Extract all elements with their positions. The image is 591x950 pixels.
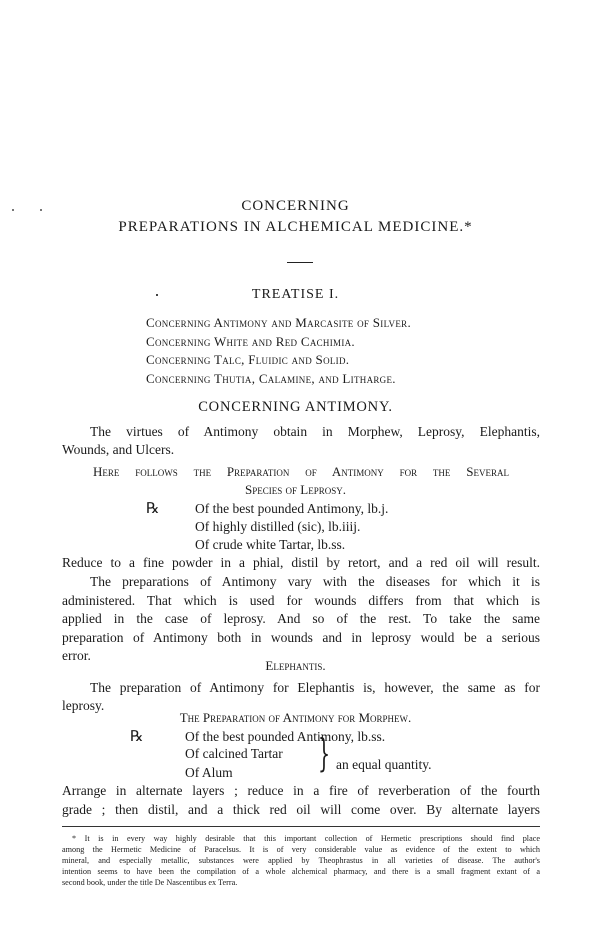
footnote-line: intention seems to have been the compilation of a whole alchemical pharmacy, and there is a small fragment extant of a [62, 867, 540, 876]
paragraph-line: leprosy. [62, 698, 105, 713]
paragraph-line: preparation of Antimony both in wounds and in leprosy would be a serious [62, 630, 540, 645]
contents-item: Concerning Talc, Fluidic and Solid. [146, 352, 350, 367]
paragraph-line: administered. That which is used for wounds differs from that which is [62, 593, 540, 608]
recipe-line: Of highly distilled (sic), lb.iiij. [195, 519, 361, 534]
paragraph-line: Arrange in alternate layers ; reduce in a fire of reverberation of the fourth [62, 783, 540, 798]
recipe-symbol: ℞ [130, 729, 144, 745]
paragraph-line: Reduce to a fine powder in a phial, distil by retort, and a red oil will result. [62, 555, 540, 570]
paragraph-line: The preparation of Antimony for Elephantis is, however, the same as for [90, 680, 540, 695]
paragraph-line: error. [62, 648, 91, 663]
footnote-line: mineral, and especially metallic, substances were applied by Theophrastus in all varieties of disease. The author's [62, 856, 540, 865]
leprosy-heading: Here follows the Preparation of Antimony for the Several [93, 464, 509, 479]
contents-item: Concerning White and Red Cachimia. [146, 334, 355, 349]
paragraph-line: applied in the case of leprosy. And so of the rest. To take the same [62, 611, 540, 626]
intro-line: Wounds, and Ulcers. [62, 442, 175, 457]
leprosy-heading: Species of Leprosy. [245, 482, 346, 497]
treatise-heading: TREATISE I. [251, 287, 340, 302]
page-title-line1: CONCERNING [241, 198, 350, 214]
intro-line: The virtues of Antimony obtain in Morphew, Leprosy, Elephantis, [90, 424, 540, 439]
page-title-line2: PREPARATIONS IN ALCHEMICAL MEDICINE.* [118, 219, 473, 235]
contents-item: Concerning Thutia, Calamine, and Litharge. [146, 371, 396, 386]
footnote-line: * It is in every way highly desirable that this important collection of Hermetic prescriptions should find place [72, 834, 540, 843]
paragraph-line: The preparations of Antimony vary with the diseases for which it is [90, 574, 540, 589]
paragraph-line: grade ; then distil, and a thick red oil will come over. By alternate layers [62, 802, 540, 817]
footnote-rule [62, 826, 540, 827]
title-divider [287, 262, 313, 263]
recipe-line: Of the best pounded Antimony, lb.ss. [185, 729, 386, 744]
footnote-line: among the Hermetic Medicine of Paracelsus. It is of very considerable value as evidence of the extent to which [62, 845, 540, 854]
section-heading: CONCERNING ANTIMONY. [198, 399, 393, 415]
recipe-line: Of Alum [185, 765, 233, 780]
brace-icon: } [318, 731, 331, 775]
recipe-line: Of crude white Tartar, lb.ss. [195, 537, 346, 552]
recipe-line: Of the best pounded Antimony, lb.j. [195, 501, 389, 516]
recipe-symbol: ℞ [146, 501, 160, 517]
elephantis-heading: Elephantis. [265, 658, 326, 673]
footnote-line: second book, under the title De Nascentibus ex Terra. [62, 878, 238, 887]
contents-item: Concerning Antimony and Marcasite of Silver. [146, 315, 411, 330]
morphew-heading: The Preparation of Antimony for Morphew. [179, 710, 412, 725]
recipe-note: an equal quantity. [336, 757, 432, 772]
recipe-line: Of calcined Tartar [185, 746, 283, 761]
